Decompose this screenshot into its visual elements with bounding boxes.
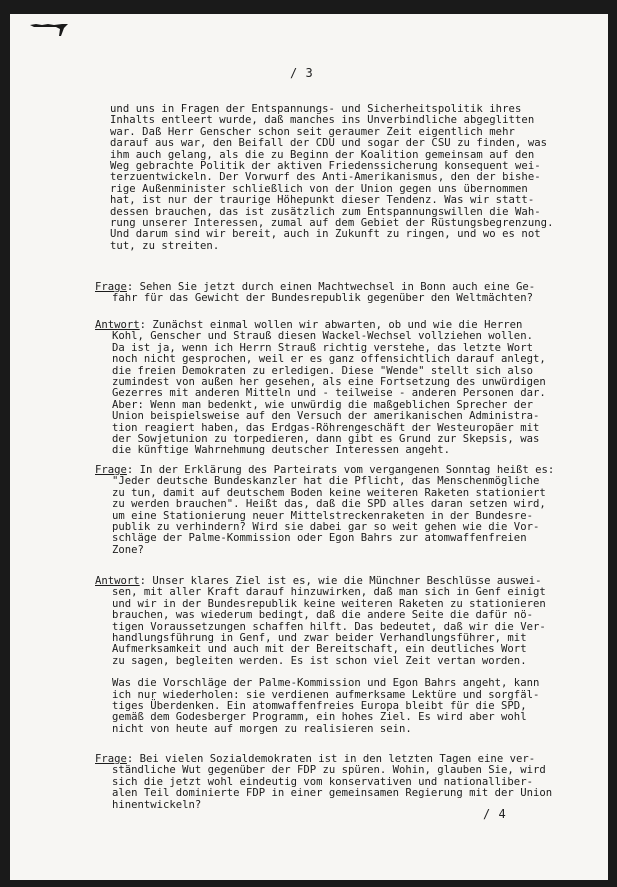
- text-line: tiges Überdenken. Ein atomwaffenfreies Europa bleibt für die SPD,: [112, 700, 527, 713]
- qa-block-question-1: [95, 282, 595, 305]
- text-line: hat, ist nur der traurige Höhepunkt dieser Tendenz. Was wir statt-: [110, 194, 535, 207]
- text-line: sich die jetzt wohl eindeutig vom konservativen und nationalliber-: [112, 775, 533, 788]
- text-line: zu tun, damit auf deutschem Boden keine weiteren Raketen stationiert: [112, 486, 546, 499]
- text-line: ständliche Wut gegenüber der FDP zu spüren. Wohin, glauben Sie, wird: [112, 764, 546, 777]
- text-line: zumindest von außen her gesehen, als eine Fortsetzung des unwürdigen: [112, 376, 546, 389]
- text-line: Aber: Wenn man bedenkt, wie unwürdig die maßgeblichen Sprecher der: [112, 398, 533, 411]
- question-label: Frage: [95, 464, 127, 476]
- question-label: Frage: [95, 281, 127, 293]
- qa-block-answer-2: [95, 576, 595, 735]
- text-line: ihm auch gelang, als die zu Beginn der Koalition gemeinsam auf den: [110, 148, 535, 161]
- text-line: zu sagen, begleiten werden. Es ist schon viel Zeit vertan worden.: [112, 654, 527, 667]
- text-line: zu werden brauchen". Heißt das, daß die SPD alles daran setzen wird,: [112, 498, 546, 511]
- text-line: nicht von heute auf morgen zu realisieren sein.: [112, 722, 412, 735]
- text-line: Aufmerksamkeit und auch mit der Bereitschaft, ein deutliches Wort: [112, 643, 527, 656]
- text-line: publik zu verhindern? Wird sie dabei gar so weit gehen wie die Vor-: [112, 521, 540, 534]
- answer-paragraph-2: [95, 678, 595, 735]
- text-line: Zone?: [112, 543, 144, 556]
- text-line: tion reagiert haben, das Erdgas-Röhrengeschäft der Westeuropäer mit: [112, 421, 540, 434]
- text-line: Gezerres mit anderen Mitteln und - teilweise - anderen Personen dar.: [112, 387, 546, 400]
- text-line: Und darum sind wir bereit, auch in Zukunft zu ringen, und wo es not: [110, 228, 541, 241]
- text-line: der Sowjetunion zu torpedieren, dann gibt es Grund zur Skepsis, was: [112, 433, 540, 446]
- qa-block-question-2: [95, 465, 595, 556]
- intro-paragraph: [110, 104, 590, 252]
- document-page: [10, 14, 608, 880]
- text-line: und uns in Fragen der Entspannungs- und Sicherheitspolitik ihres: [110, 103, 522, 115]
- text-line: schläge der Palme-Kommission oder Egon Bahrs zur atomwaffenfreien: [112, 532, 527, 545]
- text-line: die künftige Wahrnehmung deutscher Interessen angeht.: [112, 444, 451, 457]
- text-line: dessen brauchen, das ist zusätzlich zum Entspannungswillen die Wah-: [110, 205, 541, 218]
- text-line: Da ist ja, wenn ich Herrn Strauß richtig verstehe, das letzte Wort: [112, 341, 533, 354]
- text-line: Weg gebrachte Politik der aktiven Friedenssicherung konsequent wei-: [110, 160, 541, 173]
- text-line: und wir in der Bundesrepublik keine weiteren Raketen zu stationieren: [112, 597, 546, 610]
- text-line: tigen Voraussetzungen schaffen hilft. Das bedeutet, daß wir die Ver-: [112, 620, 546, 633]
- text-line: Kohl, Genscher und Strauß diesen Wackel-Wechsel vollziehen wollen.: [112, 330, 533, 343]
- question-label: Frage: [95, 753, 127, 765]
- text-fragment: : Zunächst einmal wollen wir abwarten, ob und wie die Herren: [139, 319, 523, 331]
- text-line: Union beispielsweise auf den Versuch der amerikanischen Administra-: [112, 410, 540, 423]
- text-fragment: : Sehen Sie jetzt durch einen Machtwechsel in Bonn auch eine Ge-: [126, 281, 536, 293]
- text-line: gemäß dem Godesberger Programm, ein hohes Ziel. Es wird aber wohl: [112, 711, 527, 724]
- text-line: rung unserer Interessen, zumal auf dem Gebiet der Rüstungsbegrenzung.: [110, 217, 554, 230]
- text-line: tut, zu streiten.: [110, 239, 220, 252]
- qa-block-question-3: [95, 754, 595, 811]
- text-fragment: : Unser klares Ziel ist es, wie die Münchner Beschlüsse auswei-: [139, 575, 542, 587]
- scan-artifact-mark: [28, 20, 72, 38]
- next-page-marker: / 4: [483, 807, 507, 821]
- text-line: Inhalts entleert wurde, daß manches ins Unverbindliche abgeglitten: [110, 114, 535, 127]
- answer-label: Antwort: [95, 575, 140, 587]
- text-line: alen Teil dominierte FDP in einer gemeinsamen Regierung mit der Union: [112, 787, 553, 800]
- text-fragment: : In der Erklärung des Parteirats vom vergangenen Sonntag heißt es:: [126, 464, 555, 476]
- text-line: um eine Stationierung neuer Mittelstreckenraketen in der Bundesre-: [112, 509, 533, 522]
- text-line: Was die Vorschläge der Palme-Kommission und Egon Bahrs angeht, kann: [112, 677, 540, 690]
- text-line: "Jeder deutsche Bundeskanzler hat die Pflicht, das Menschenmögliche: [112, 475, 540, 488]
- text-line: brauchen, was wiederum bedingt, daß die andere Seite die dafür nö-: [112, 609, 533, 622]
- answer-label: Antwort: [95, 319, 140, 331]
- text-line: hinentwickeln?: [112, 798, 202, 811]
- page-number: / 3: [290, 66, 314, 80]
- qa-block-answer-1: [95, 320, 595, 457]
- text-fragment: : Bei vielen Sozialdemokraten ist in den letzten Tagen eine ver-: [126, 753, 536, 765]
- text-line: noch nicht gesprochen, weil er es ganz offensichtlich darauf anlegt,: [112, 353, 546, 366]
- text-line: die freien Demokraten zu erledigen. Diese "Wende" stellt sich also: [112, 364, 533, 377]
- text-line: darauf aus war, den Beifall der CDU und sogar der CSU zu finden, was: [110, 137, 548, 150]
- text-line: terzuentwickeln. Der Vorwurf des Anti-Amerikanismus, den der bishe-: [110, 171, 541, 184]
- text-line: war. Daß Herr Genscher schon seit geraumer Zeit eigentlich mehr: [110, 125, 515, 138]
- text-line: sen, mit aller Kraft darauf hinzuwirken, daß man sich in Genf einigt: [112, 586, 546, 599]
- text-line: rige Außenminister schließlich von der Union gegen uns übernommen: [110, 182, 528, 195]
- text-line: handlungsführung in Genf, und zwar beider Verhandlungsführer, mit: [112, 632, 527, 645]
- text-line: ich nur wiederholen: sie verdienen aufmerksame Lektüre und sorgfäl-: [112, 688, 540, 701]
- text-line: fahr für das Gewicht der Bundesrepublik gegenüber den Weltmächten?: [112, 292, 533, 305]
